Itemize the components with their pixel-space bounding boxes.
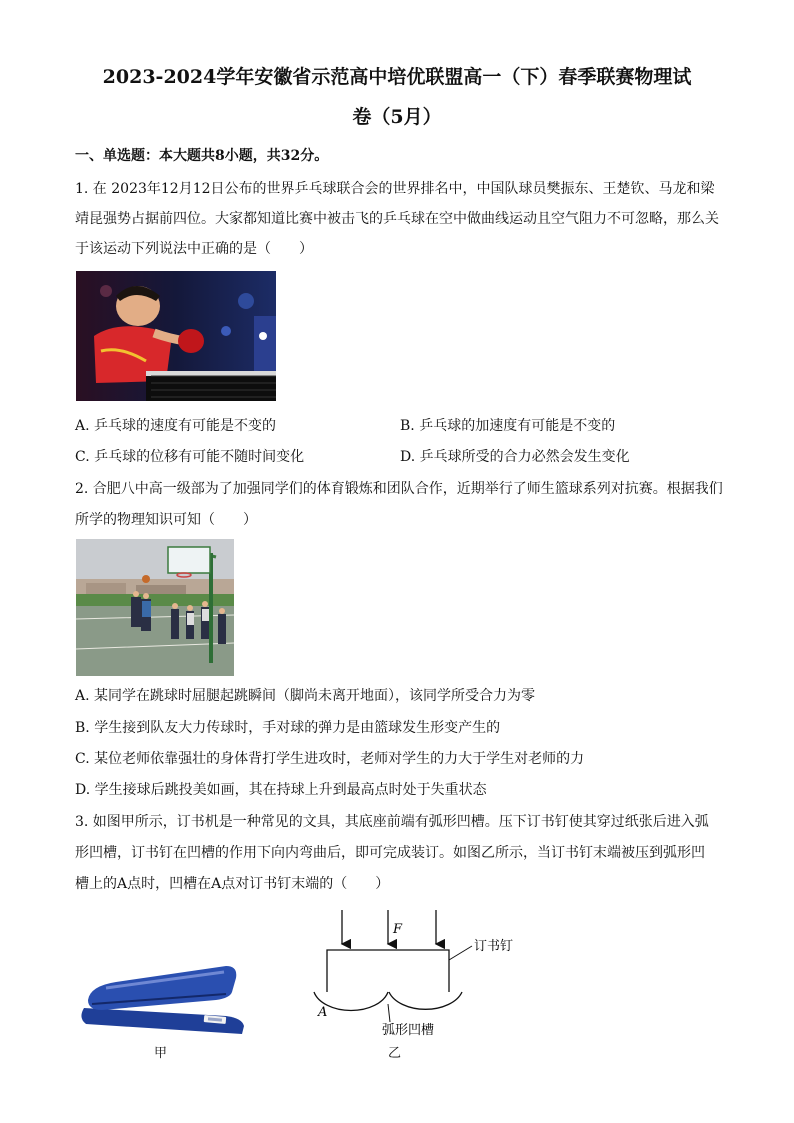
q3-text-line-2: 形凹槽，订书钉在凹槽的作用下向内弯曲后，即可完成装订。如图乙所示，当订书钉末端被压到弧形凹 [75,845,705,861]
q1-text-line-2: 靖昆强势占据前四位。大家都知道比赛中被击飞的乒乓球在空中做曲线运动且空气阻力不可忽略，那么关 [75,211,719,227]
q2-text-line-1: 2. 合肥八中高一级部为了加强同学们的体育锻炼和团队合作，近期举行了师生篮球系列对抗赛。根据我们 [75,481,723,497]
staple-label: 订书钉 [474,939,514,954]
groove-right [389,992,462,1009]
q3-text-line-3: 槽上的A点时，凹槽在A点对订书钉末端的（ ） [75,876,390,892]
stapler-figure [76,958,246,1038]
q2-option-b[interactable]: B. 学生接到队友大力传球时，手对球的弹力是由篮球发生形变产生的 [75,720,501,736]
force-label: F [393,922,403,937]
q1-option-c[interactable]: C. 乒乓球的位移有可能不随时间变化 [75,449,305,465]
section-heading: 一、单选题：本大题共8小题，共32分。 [75,148,329,164]
q2-option-a[interactable]: A. 某同学在跳球时屈腿起跳瞬间（脚尚未离开地面），该同学所受合力为零 [75,688,536,704]
staple-groove-diagram [300,900,540,1065]
point-a-label: A [318,1005,328,1020]
q1-option-b[interactable]: B. 乒乓球的加速度有可能是不变的 [400,418,616,434]
q1-option-d[interactable]: D. 乒乓球所受的合力必然会发生变化 [400,449,630,465]
figure-caption-jia: 甲 [154,1046,168,1061]
exam-title-line-2: 卷（5月） [352,106,442,128]
q2-option-c[interactable]: C. 某位老师依靠强壮的身体背打学生进攻时，老师对学生的力大于学生对老师的力 [75,751,585,767]
staple-shape [327,950,449,992]
q1-option-a[interactable]: A. 乒乓球的速度有可能是不变的 [75,418,277,434]
exam-title-line-1: 2023-2024学年安徽省示范高中培优联盟高一（下）春季联赛物理试 [102,66,692,88]
q3-text-line-1: 3. 如图甲所示，订书机是一种常见的文具，其底座前端有弧形凹槽。压下订书钉使其穿过纸张后进入弧 [75,814,709,830]
q2-text-line-2: 所学的物理知识可知（ ） [75,512,257,528]
q1-text-line-1: 1. 在 2023年12月12日公布的世界乒乓球联合会的世界排名中，中国队球员樊振东、王楚钦、马龙和梁 [75,181,715,197]
basketball-photo [76,539,234,676]
q1-text-line-3: 于该运动下列说法中正确的是（ ） [75,241,313,257]
table-tennis-photo [76,271,276,401]
figure-caption-yi: 乙 [388,1046,402,1061]
q2-option-d[interactable]: D. 学生接球后跳投美如画，其在持球上升到最高点时处于失重状态 [75,782,487,798]
groove-label: 弧形凹槽 [382,1023,435,1038]
